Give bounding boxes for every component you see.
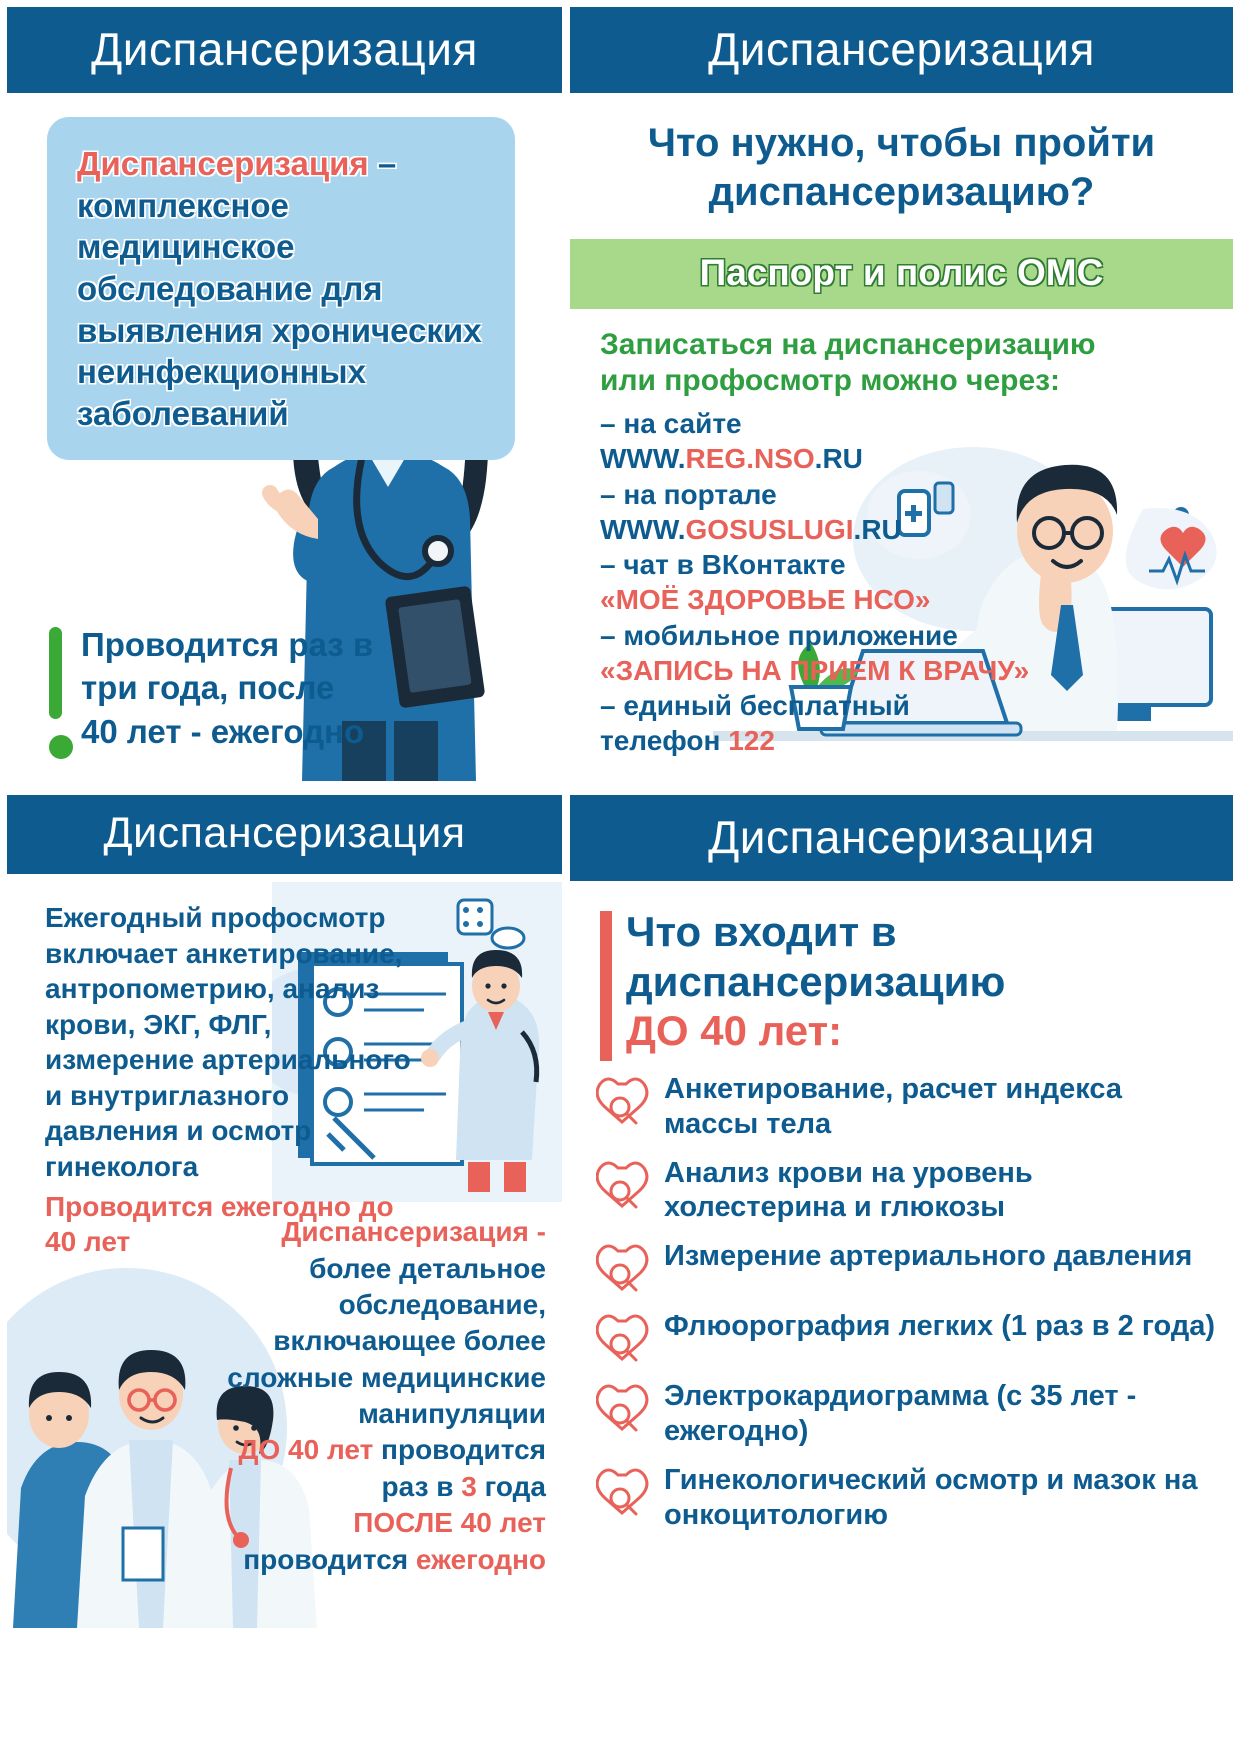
definition-text bbox=[77, 143, 489, 434]
dispensary-detail-lead: Диспансеризация - bbox=[281, 1216, 546, 1248]
panel-3-bottom bbox=[7, 1204, 562, 1628]
signup-item-chat: – чат в ВКонтакте «МОЁ ЗДОРОВЬЕ НСО» bbox=[600, 549, 931, 616]
list-item-label: Флюорография легких (1 раз в 2 года) bbox=[664, 1310, 1216, 1343]
panel-1-body bbox=[7, 93, 562, 781]
included-title-line1: Что входит в bbox=[626, 908, 897, 956]
panel-2-header: Диспансеризация bbox=[570, 7, 1233, 93]
panel-3-header: Диспансеризация bbox=[7, 795, 562, 874]
included-title-line3: ДО 40 лет: bbox=[626, 1007, 843, 1055]
list-item-label: Гинекологический осмотр и мазок на онкоцитологию bbox=[664, 1463, 1198, 1531]
annual-checkup-body: Ежегодный профосмотр включает анкетирование, антропометрию, анализ крови, ЭКГ, ФЛГ, измерение артериального и внутриглазного давления и осмотр гинеколога bbox=[45, 902, 411, 1182]
dispensary-detail-text bbox=[216, 1214, 546, 1578]
panel-included-under40 bbox=[569, 794, 1234, 1748]
annual-checkup-text bbox=[45, 900, 425, 1259]
panel-checkup-scope bbox=[6, 794, 563, 1748]
included-title-text bbox=[626, 907, 1217, 1056]
heart-magnifier-icon bbox=[596, 1465, 650, 1519]
included-title bbox=[600, 907, 1217, 1056]
panel-4-header: Диспансеризация bbox=[570, 795, 1233, 881]
signup-item-phone: – единый бесплатный телефон 122 bbox=[600, 690, 910, 757]
panel-definition bbox=[6, 6, 563, 788]
heart-magnifier-icon bbox=[596, 1074, 650, 1128]
panel-1-header: Диспансеризация bbox=[7, 7, 562, 93]
frequency-note bbox=[49, 623, 379, 754]
list-item-label: Измерение артериального давления bbox=[664, 1240, 1193, 1273]
heart-magnifier-icon bbox=[596, 1381, 650, 1435]
panel-requirements bbox=[569, 6, 1234, 788]
green-dot-decor bbox=[49, 735, 73, 759]
list-item bbox=[596, 1309, 1219, 1365]
signup-item-portal: – на портале WWW.GOSUSLUGI.RU bbox=[600, 478, 902, 545]
heart-magnifier-icon bbox=[596, 1311, 650, 1365]
requirements-question: Что нужно, чтобы пройти диспансеризацию? bbox=[647, 121, 1156, 215]
dispensary-detail-body bbox=[216, 1214, 546, 1432]
list-item-label: Анкетирование, расчет индекса массы тела bbox=[664, 1072, 1123, 1140]
heart-magnifier-icon bbox=[596, 1241, 650, 1295]
definition-keyword: Диспансеризация bbox=[77, 145, 369, 183]
panel-2-body bbox=[570, 309, 1233, 779]
frequency-note-text: Проводится раз в три года, после 40 лет - ежегодно bbox=[81, 625, 374, 750]
definition-rest: – комплексное медицинское обследование для выявления хронических неинфекционных заболеваний bbox=[77, 145, 482, 432]
signup-item-app: – мобильное приложение «ЗАПИСЬ НА ПРИЕМ К ВРАЧУ» bbox=[600, 619, 1030, 686]
included-title-line2: диспансеризацию bbox=[626, 957, 1006, 1005]
signup-lead: Записаться на диспансеризацию или профосмотр можно через: bbox=[600, 327, 1096, 398]
signup-channel-list bbox=[600, 406, 1120, 759]
definition-box bbox=[47, 117, 515, 460]
documents-banner: Паспорт и полис ОМС bbox=[570, 239, 1233, 309]
signup-info bbox=[600, 327, 1120, 759]
list-item bbox=[596, 1156, 1219, 1226]
list-item bbox=[596, 1239, 1219, 1295]
list-item bbox=[596, 1379, 1219, 1449]
list-item bbox=[596, 1072, 1219, 1142]
annual-checkup-frequency: Проводится ежегодно до 40 лет bbox=[45, 1190, 394, 1258]
included-items-list bbox=[570, 1072, 1233, 1532]
list-item bbox=[596, 1463, 1219, 1533]
signup-item-site: – на сайте WWW.REG.NSO.RU bbox=[600, 408, 863, 475]
dispensary-over40: ПОСЛЕ 40 лет проводится ежегодно bbox=[243, 1507, 546, 1575]
red-bar-decor bbox=[600, 911, 612, 1061]
dispensary-under40: ДО 40 лет проводится раз в 3 года bbox=[238, 1434, 546, 1502]
list-item-label: Электрокардиограмма (с 35 лет - ежегодно) bbox=[664, 1380, 1137, 1447]
dispensary-detail-rest: более детальное обследование, включающее более сложные медицинские манипуляции bbox=[227, 1252, 546, 1430]
green-bar-decor bbox=[49, 627, 62, 719]
list-item-label: Анализ крови на уровень холестерина и глюкозы bbox=[664, 1156, 1033, 1224]
heart-magnifier-icon bbox=[596, 1158, 650, 1212]
